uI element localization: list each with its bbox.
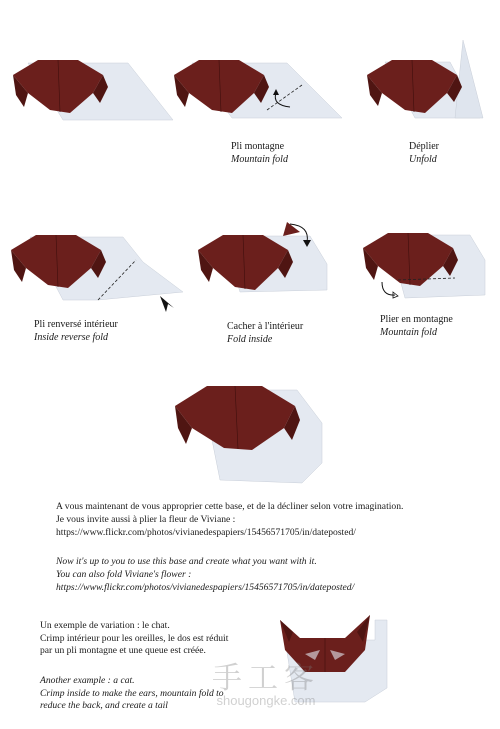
- step-2-figure: [172, 55, 347, 130]
- step-3-en: Unfold: [409, 154, 437, 165]
- cat-fr-line-2: Crimp intérieur pour les oreilles, le dos est réduit: [40, 632, 229, 644]
- step-5-diagram: [195, 220, 335, 305]
- step-3-diagram: [365, 40, 495, 135]
- step-3-fr: Déplier: [409, 141, 439, 152]
- watermark-chinese: 手工客: [212, 662, 320, 695]
- step-4-figure: [8, 232, 188, 317]
- step-6-en: Mountain fold: [380, 327, 437, 338]
- step-3-figure: [365, 40, 495, 135]
- cat-en-line-1: Another example : a cat.: [40, 675, 135, 686]
- intro-fr-link[interactable]: https://www.flickr.com/photos/vivianedespapiers/15456571705/in/dateposted/: [56, 527, 356, 538]
- step-5-figure: [195, 220, 335, 305]
- step-5-en: Fold inside: [227, 334, 273, 345]
- step-2-fr: Pli montagne: [231, 141, 285, 152]
- intro-fr-line-1: A vous maintenant de vous approprier cette base, et de la décliner selon votre imagination.: [56, 501, 404, 512]
- step-4-fr: Pli renversé intérieur: [34, 319, 118, 330]
- step-1-diagram: [8, 55, 168, 130]
- step-6-diagram: [360, 230, 500, 310]
- intro-fr-line-2: Je vous invite aussi à plier la fleur de Viviane :: [56, 514, 236, 525]
- step-1-figure: [8, 55, 168, 130]
- cat-french: [40, 620, 228, 658]
- step-6-fr: Plier en montagne: [380, 314, 453, 325]
- cat-en-line-3: reduce the back, and create a tail: [40, 700, 168, 711]
- step-2-en: Mountain fold: [231, 154, 288, 165]
- step-5-fr: Cacher à l'intérieur: [227, 321, 304, 332]
- step-4-caption: [34, 318, 118, 344]
- intro-en-line-2: You can also fold Viviane's flower :: [56, 569, 192, 580]
- step-4-diagram: [8, 232, 188, 317]
- cat-english: [40, 675, 224, 713]
- cat-fr-line-1: Un exemple de variation : le chat.: [40, 620, 170, 631]
- watermark-url: shougongke.com: [216, 693, 316, 708]
- step-2-caption: [231, 140, 288, 166]
- step-6-caption: [380, 313, 453, 339]
- intro-french: [56, 500, 496, 539]
- watermark-logo: [212, 664, 320, 708]
- cat-en-line-2: Crimp inside to make the ears, mountain fold to: [40, 687, 224, 699]
- final-result-diagram: [172, 378, 332, 488]
- step-3-caption: [409, 140, 439, 166]
- intro-english: [56, 555, 496, 594]
- intro-en-line-1: Now it's up to you to use this base and create what you want with it.: [56, 556, 317, 567]
- step-4-en: Inside reverse fold: [34, 332, 109, 343]
- final-result-figure: [172, 378, 332, 488]
- step-6-figure: [360, 230, 500, 310]
- intro-en-link[interactable]: https://www.flickr.com/photos/vivianedespapiers/15456571705/in/dateposted/: [56, 582, 355, 593]
- cat-fr-line-3: par un pli montagne et une queue est créée.: [40, 645, 206, 656]
- step-2-diagram: [172, 55, 347, 130]
- step-5-caption: [227, 320, 303, 346]
